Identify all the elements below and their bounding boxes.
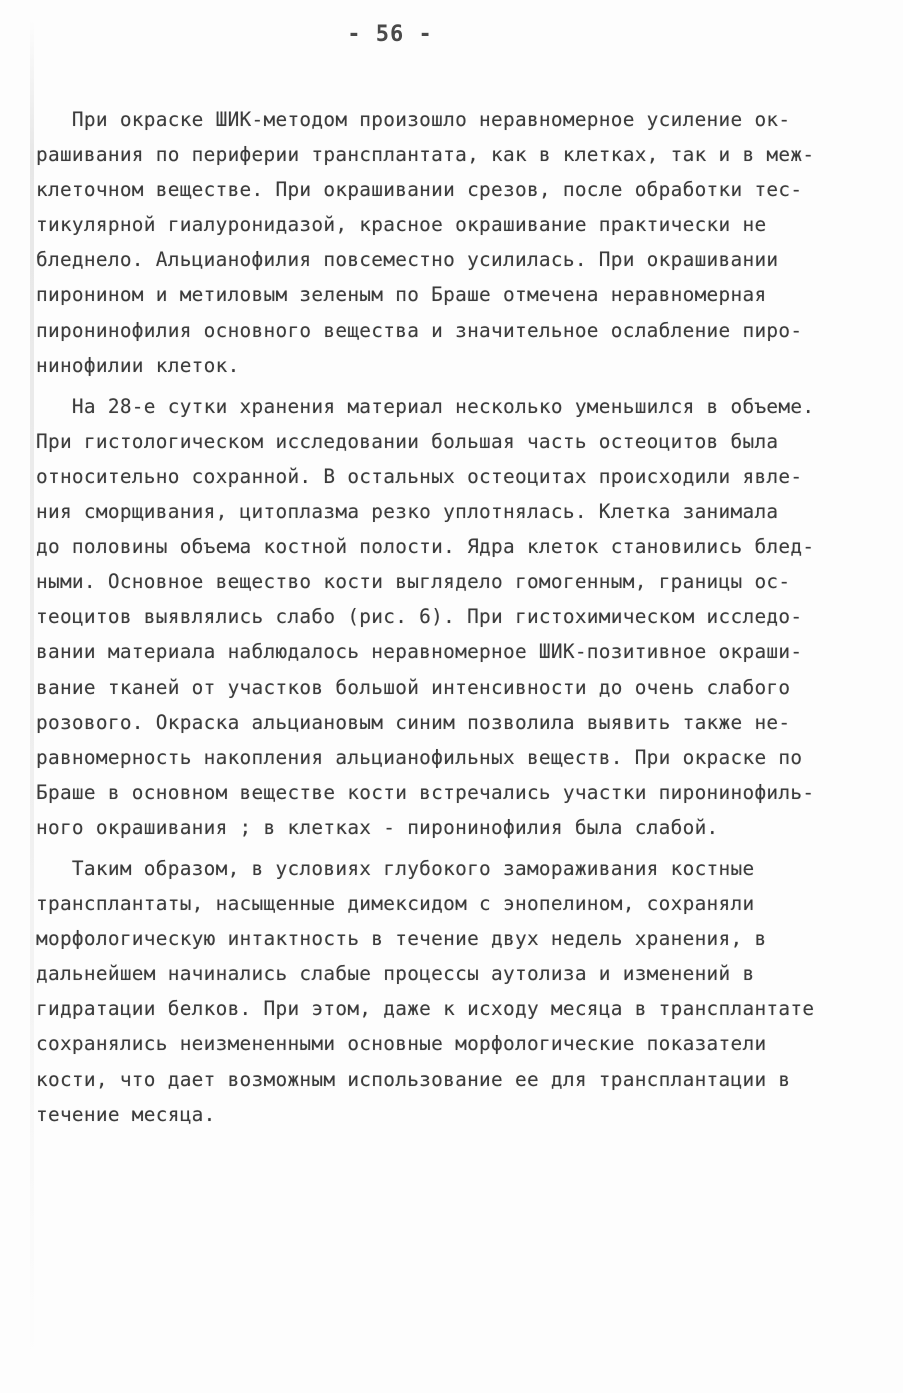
text-line: трансплантаты, насыщенные димексидом с энопелином, сохраняли (36, 892, 755, 916)
page-left-edge-shadow (30, 20, 34, 1360)
text-line: розового. Окраска альциановым синим позволила выявить также не- (36, 710, 791, 734)
text-line: вании материала наблюдалось неравномерное ШИК-позитивное окраши- (36, 640, 803, 664)
text-line: сохранялись неизмененными основные морфологические показатели (36, 1032, 767, 1056)
text-line: морфологическую интактность в течение двух недель хранения, в (36, 927, 767, 951)
text-line: гидратации белков. При этом, даже к исходу месяца в трансплантате (36, 997, 815, 1021)
text-line: ными. Основное вещество кости выглядело гомогенным, границы ос- (36, 570, 791, 594)
paragraph-2 (36, 389, 876, 845)
text-line: кости, что дает возможным использование ее для трансплантации в (36, 1067, 791, 1091)
text-line: рашивания по периферии трансплантата, как в клетках, так и в меж- (36, 143, 815, 167)
text-line: дальнейшем начинались слабые процессы аутолиза и изменений в (36, 962, 755, 986)
text-line: нинофилии клеток. (36, 353, 240, 377)
text-line: тикулярной гиалуронидазой, красное окрашивание практически не (36, 213, 767, 237)
text-line: вание тканей от участков большой интенсивности до очень слабого (36, 675, 791, 699)
text-line: При гистологическом исследовании большая часть остеоцитов была (36, 429, 779, 453)
text-line: бледнело. Альцианофилия повсеместно усилилась. При окрашивании (36, 248, 779, 272)
text-line: На 28-е сутки хранения материал несколько уменьшился в объеме. (36, 394, 815, 418)
body-text (36, 102, 876, 1132)
text-line: При окраске ШИК-методом произошло неравномерное усиление ок- (36, 108, 791, 131)
paragraph-1 (36, 102, 876, 383)
page-number: - 56 - (347, 22, 433, 47)
text-line: Таким образом, в условиях глубокого замораживания костные (36, 856, 755, 880)
text-line: пиронинофилия основного вещества и значительное ослабление пиро- (36, 318, 803, 342)
text-line: пиронином и метиловым зеленым по Браше отмечена неравномерная (36, 283, 767, 307)
text-line: относительно сохранной. В остальных остеоцитах происходили явле- (36, 464, 803, 488)
text-line: ния сморщивания, цитоплазма резко уплотнялась. Клетка занимала (36, 500, 779, 524)
text-line: равномерность накопления альцианофильных веществ. При окраске по (36, 745, 803, 769)
text-line: до половины объема костной полости. Ядра клеток становились блед- (36, 535, 815, 559)
text-line: Браше в основном веществе кости встречались участки пиронинофиль- (36, 780, 815, 804)
text-line: клеточном веществе. При окрашивании срезов, после обработки тес- (36, 178, 803, 202)
paragraph-3 (36, 851, 876, 1132)
text-line: ного окрашивания ; в клетках - пиронинофилия была слабой. (36, 815, 719, 839)
text-line: теоцитов выявлялись слабо (рис. 6). При гистохимическом исследо- (36, 605, 803, 629)
text-line: течение месяца. (36, 1102, 216, 1126)
